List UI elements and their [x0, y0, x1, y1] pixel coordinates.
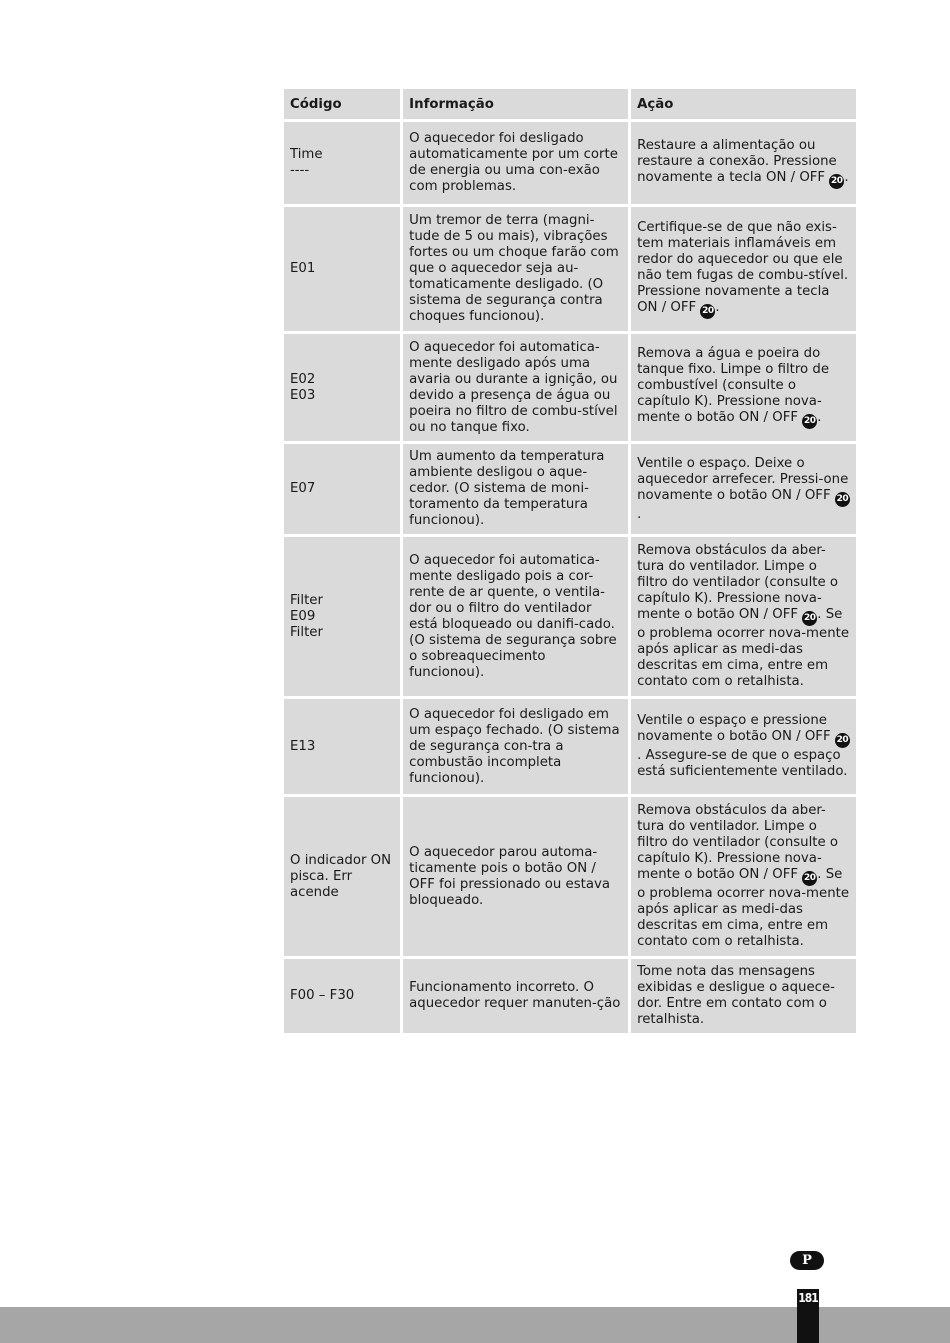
action-cell — [631, 797, 856, 956]
header-info: Informação — [403, 89, 628, 119]
code-cell — [284, 334, 400, 441]
action-cell — [631, 959, 856, 1033]
action-text-after: . — [844, 169, 849, 185]
action-cell — [631, 444, 856, 534]
header-action: Ação — [631, 89, 856, 119]
table-row — [284, 537, 856, 696]
page-number: 181 — [798, 1291, 818, 1305]
code-text: Time ---- — [290, 147, 323, 178]
action-cell — [631, 699, 856, 794]
table-row — [284, 797, 856, 956]
info-cell — [403, 699, 628, 794]
reference-number-icon: 20 — [835, 733, 850, 748]
action-text: Restaure a alimentação ou restaure a conexão. Pressione novamente a tecla ON / OFF — [637, 137, 837, 185]
code-cell — [284, 959, 400, 1033]
reference-number-icon: 20 — [802, 414, 817, 429]
info-cell — [403, 797, 628, 956]
info-text: Um tremor de terra (magni-tude de 5 ou mais), vibrações fortes ou um choque farão com que o aquecedor seja au-tomaticamente desligado. (O sistema de segurança contra choques funcionou). — [409, 213, 619, 324]
info-text: O aquecedor foi automatica-mente desligado pois a cor-rente de ar quente, o ventila-dor ou o filtro do ventilador está bloqueado ou danifi-cado. (O sistema de segurança sobre o sobreaquecimento funcionou). — [409, 552, 617, 680]
header-code: Código — [284, 89, 400, 119]
action-text: Tome nota das mensagens exibidas e desligue o aquece-dor. Entre em contato com o retalhista. — [637, 964, 835, 1027]
code-text: E01 — [290, 261, 316, 276]
reference-number-icon: 20 — [835, 492, 850, 507]
info-cell — [403, 334, 628, 441]
language-badge: P — [790, 1251, 824, 1270]
action-text: Remova a água e poeira do tanque fixo. Limpe o filtro de combustível (consulte o capítulo K). Pressione nova-mente o botão ON / OFF — [637, 346, 830, 425]
action-text-after: . Assegure-se de que o espaço está suficientemente ventilado. — [637, 748, 848, 779]
code-cell — [284, 797, 400, 956]
info-cell — [403, 207, 628, 331]
info-cell — [403, 959, 628, 1033]
info-text: Um aumento da temperatura ambiente desligou o aque-cedor. (O sistema de moni-toramento da temperatura funcionou). — [409, 449, 605, 528]
table-row — [284, 207, 856, 331]
action-cell — [631, 537, 856, 696]
table-row — [284, 122, 856, 204]
action-text-after: . Se o problema ocorrer nova-mente após aplicar as medi-das descritas em cima, entre em contato com o retalhista. — [637, 867, 850, 949]
table-body — [284, 122, 856, 1033]
code-cell — [284, 537, 400, 696]
table-row — [284, 334, 856, 441]
error-code-table — [281, 86, 859, 1036]
action-cell — [631, 207, 856, 331]
action-cell — [631, 122, 856, 204]
info-text: O aquecedor foi desligado automaticamente por um corte de energia ou uma con-exão com problemas. — [409, 131, 618, 194]
reference-number-icon: 20 — [802, 611, 817, 626]
info-text: O aquecedor foi desligado em um espaço fechado. (O sistema de segurança con-tra a combustão incompleta funcionou). — [409, 706, 620, 786]
code-text: F00 – F30 — [290, 988, 355, 1003]
reference-number-icon: 20 — [829, 174, 844, 189]
action-text-after: . — [817, 410, 822, 425]
table-row — [284, 699, 856, 794]
info-cell — [403, 122, 628, 204]
action-text-after: . — [637, 506, 642, 522]
code-cell — [284, 122, 400, 204]
action-text-after: . — [715, 299, 720, 315]
action-text: Ventile o espaço e pressione novamente o botão ON / OFF — [637, 713, 835, 744]
code-text: E13 — [290, 738, 316, 754]
reference-number-icon: 20 — [700, 304, 715, 319]
info-cell — [403, 444, 628, 534]
code-text: E02 E03 — [290, 371, 316, 403]
info-text: O aquecedor parou automa-ticamente pois o botão ON / OFF foi pressionado ou estava bloqueado. — [409, 844, 611, 908]
info-text: Funcionamento incorreto. O aquecedor requer manuten-ção — [409, 980, 621, 1011]
code-text: Filter E09 Filter — [290, 592, 323, 640]
table-header-row — [284, 89, 856, 119]
table-row — [284, 444, 856, 534]
code-cell — [284, 207, 400, 331]
action-cell — [631, 334, 856, 441]
reference-number-icon: 20 — [802, 871, 817, 886]
action-text: Remova obstáculos da aber-tura do ventilador. Limpe o filtro do ventilador (consulte o capítulo K). Pressione nova-mente o botão ON / OFF — [637, 803, 839, 882]
code-text: O indicador ON pisca. Err acende — [290, 852, 392, 900]
code-text: E07 — [290, 481, 316, 496]
code-cell — [284, 699, 400, 794]
action-text: Ventile o espaço. Deixe o aquecedor arrefecer. Pressi-one novamente o botão ON / OFF — [637, 455, 849, 503]
action-text: Certifique-se de que não exis-tem materiais inflamáveis em redor do aquecedor ou que ele não tem fugas de combu-stível. Pressione novamente a tecla ON / OFF — [637, 219, 849, 315]
info-cell — [403, 537, 628, 696]
table-row — [284, 959, 856, 1033]
action-text: Remova obstáculos da aber-tura do ventilador. Limpe o filtro do ventilador (consulte o capítulo K). Pressione nova-mente o botão ON / OFF — [637, 543, 839, 622]
action-text-after: . Se o problema ocorrer nova-mente após aplicar as medi-das descritas em cima, entre em contato com o retalhista. — [637, 607, 850, 689]
info-text: O aquecedor foi automatica-mente desligado após uma avaria ou durante a ignição, ou devido a presença de água ou poeira no filtro de combu-stível ou no tanque fixo. — [409, 339, 618, 435]
code-cell — [284, 444, 400, 534]
